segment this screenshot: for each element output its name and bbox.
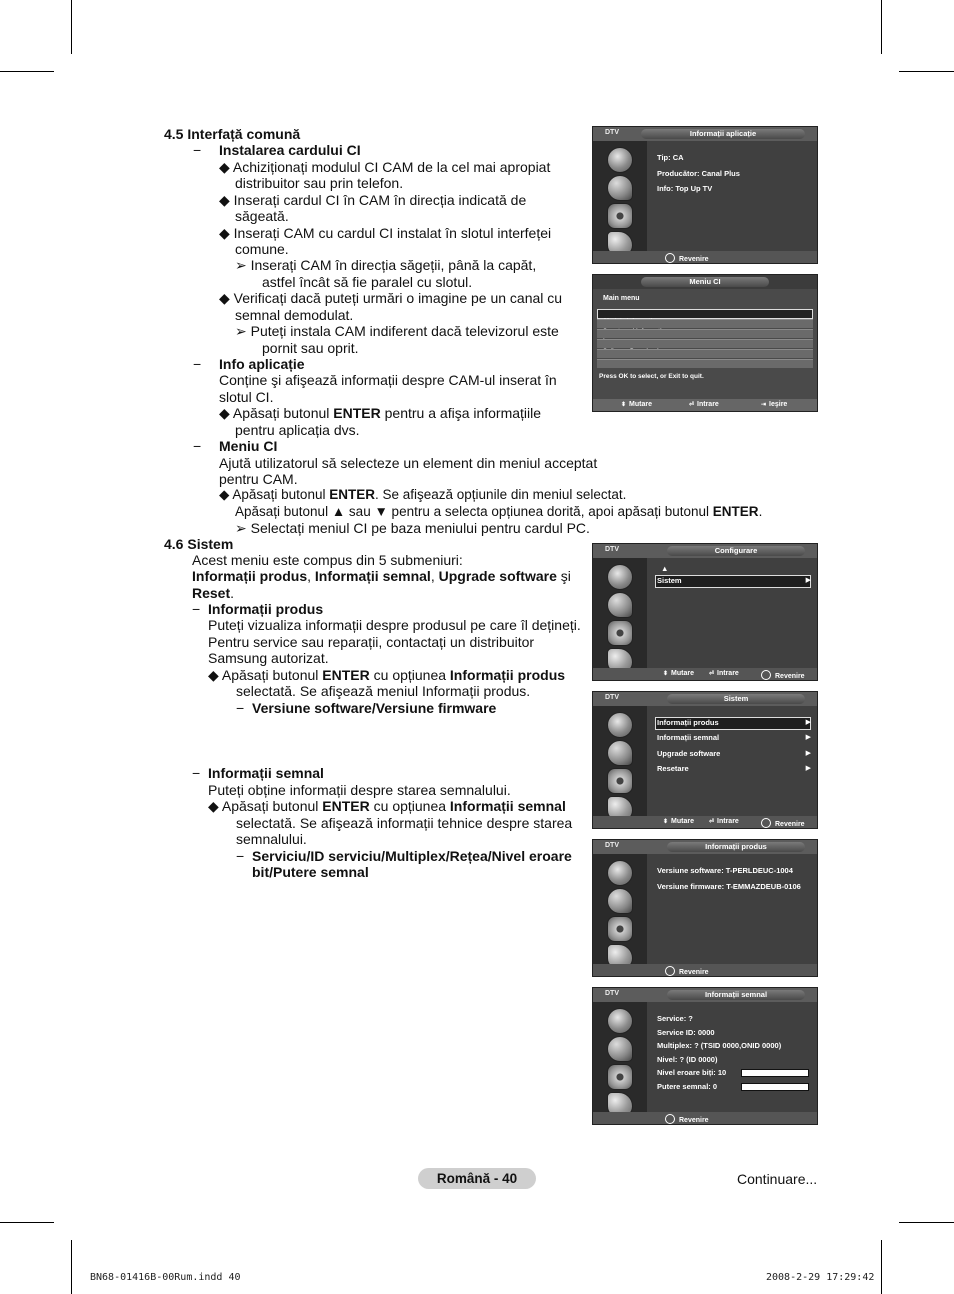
dash: − [193, 438, 202, 454]
sub-item-title: Serviciu/ID serviciu/Multiplex/Rețea/Nivel eroare [252, 848, 572, 864]
move-hint [663, 818, 694, 825]
info-line: Info: Top Up TV [657, 184, 713, 193]
return-icon [761, 670, 771, 680]
enter-label: Intrare [697, 401, 719, 408]
note-text: astfel încât să fie paralel cu slotul. [262, 274, 473, 290]
crop-mark [0, 71, 54, 72]
info-line: Versiune software: T-PERLDEUC-1004 [657, 866, 793, 875]
body-text: slotul CI. [219, 389, 274, 405]
signal-strength-bar [741, 1083, 809, 1091]
sound-icon [607, 592, 633, 618]
updown-icon: ⬍ [621, 402, 627, 408]
move-label: Mutare [671, 670, 694, 677]
submenu-name: Informații semnal [314, 568, 431, 584]
arrow-right-icon: ▶ [805, 577, 811, 584]
back-hint [665, 966, 709, 976]
crop-mark [71, 0, 72, 54]
print-file-info: BN68-01416B-00Rum.indd 40 [90, 1272, 241, 1283]
bullet-post: . Se afişează opțiunile din meniul selectat. [374, 487, 627, 502]
osd-header [593, 692, 817, 706]
menu-item-label: Sistem [657, 576, 682, 585]
picture-icon [607, 564, 633, 590]
submenu-name: Upgrade software [438, 568, 557, 584]
return-icon [665, 253, 675, 263]
bullet-text: semnal demodulat. [235, 307, 354, 323]
subsection-title: Informații semnal [208, 765, 324, 781]
dash: − [236, 848, 245, 864]
info-line: Multiplex: ? (TSID 0000,ONID 0000) [657, 1041, 782, 1050]
menu-item-label[interactable]: Upgrade software [657, 749, 721, 758]
print-date-info: 2008-2-29 17:29:42 [766, 1272, 875, 1283]
bullet-text: ◆ Verificați dacă puteți urmări o imagine pe un canal cu [219, 290, 563, 306]
osd-signal-info [592, 987, 818, 1125]
bullet-pre: ◆ Apăsați butonul [219, 405, 334, 421]
osd-title: Informații aplicație [641, 129, 805, 139]
bullet-text: pentru aplicația dvs. [235, 422, 360, 438]
info-line: Nivel: ? (ID 0000) [657, 1055, 718, 1064]
back-label: Revenire [679, 1117, 709, 1124]
separator: , [307, 568, 315, 584]
dtv-label: DTV [605, 546, 619, 553]
menu-item-label[interactable]: Informații semnal [657, 733, 720, 742]
setup-icon [607, 203, 633, 229]
osd-sidebar [593, 558, 647, 668]
crop-mark [899, 1222, 954, 1223]
info-line: Producător: Canal Plus [657, 169, 740, 178]
dtv-label: DTV [605, 694, 619, 701]
submenu-name: Informații produs [192, 568, 308, 584]
back-label: Revenire [679, 256, 709, 263]
exit-hint [761, 401, 787, 408]
arrow-right-icon: ▶ [805, 719, 811, 726]
osd-header [593, 127, 817, 141]
crop-mark [71, 1240, 72, 1294]
osd-footer [593, 668, 817, 680]
arrow-right-icon: ▶ [805, 765, 811, 772]
enter-icon: ⏎ [709, 819, 715, 825]
submenu-list [192, 585, 234, 602]
note-text: ➢ Puteți instala CAM indiferent dacă televizorul este [235, 323, 559, 339]
body-text: Puteți obține informații despre starea semnalului. [208, 782, 511, 798]
sub-item-title: bit/Putere semnal [252, 864, 369, 880]
dash: − [193, 356, 202, 372]
enter-hint [709, 818, 739, 825]
move-label: Mutare [671, 818, 694, 825]
osd-ci-menu [592, 274, 818, 412]
enter-keyword: ENTER [712, 504, 759, 519]
updown-icon: ⬍ [663, 671, 669, 677]
osd-title: Sistem [667, 694, 805, 704]
setup-icon [607, 768, 633, 794]
osd-product-info [592, 839, 818, 977]
bullet-pre: ◆ Apăsați butonul [208, 798, 323, 814]
body-text: Pentru service sau reparații, contactați un distribuitor [208, 634, 535, 650]
bullet-text: ◆ Achiziționați modulul CI CAM de la cel mai apropiat [219, 159, 551, 175]
separator: şi [556, 568, 571, 584]
sound-icon [607, 740, 633, 766]
bullet-text [208, 667, 565, 684]
menu-item-label[interactable]: Resetare [657, 764, 689, 773]
bullet-text: ◆ Inserați cardul CI în CAM în direcția indicată de [219, 192, 527, 208]
dtv-label: DTV [605, 990, 619, 997]
bullet-text [235, 504, 762, 521]
updown-icon: ⬍ [663, 819, 669, 825]
return-icon [665, 1114, 675, 1124]
enter-icon: ⏎ [709, 671, 715, 677]
dtv-label: DTV [605, 842, 619, 849]
ci-main-title: Main menu [603, 295, 640, 302]
osd-sidebar [593, 706, 647, 816]
dtv-label: DTV [605, 129, 619, 136]
osd-title: Configurare [667, 546, 805, 556]
body-text: Samsung autorizat. [208, 650, 329, 666]
body-text: Acest meniu este compus din 5 submeniuri: [192, 552, 463, 568]
subsection-title: Info aplicație [219, 356, 305, 372]
osd-sidebar [593, 854, 647, 964]
info-line: Putere semnal: 0 [657, 1082, 718, 1091]
osd-sidebar [593, 141, 647, 251]
subsection-title: Informații produs [208, 601, 324, 617]
crop-mark [899, 71, 954, 72]
info-line: Service: ? [657, 1014, 693, 1023]
note-text: ➢ Selectați meniul CI pe baza meniului pentru cardul PC. [235, 520, 590, 536]
page-number-badge: Română - 40 [418, 1168, 536, 1189]
submenu-list [192, 568, 571, 585]
bullet-pre: ◆ Apăsați butonul [219, 487, 330, 502]
back-hint [665, 1114, 709, 1124]
exit-icon: ⇥ [761, 402, 767, 408]
ci-row-empty [597, 349, 813, 358]
option-name: Informații produs [449, 667, 566, 683]
osd-title: Informații produs [667, 842, 805, 852]
return-icon [761, 818, 771, 828]
separator: , [430, 568, 439, 584]
sound-icon [607, 1036, 633, 1062]
info-line: Versiune firmware: T-EMMAZDEUB-0106 [657, 882, 801, 891]
back-hint [761, 670, 805, 680]
back-hint [761, 818, 805, 828]
bullet-text: selectată. Se afişează informații tehnice despre starea [236, 815, 573, 831]
setup-icon [607, 916, 633, 942]
osd-title: Informații semnal [667, 990, 805, 1000]
enter-keyword: ENTER [322, 667, 370, 683]
return-icon [665, 966, 675, 976]
picture-icon [607, 147, 633, 173]
crop-mark [881, 1240, 882, 1294]
osd-header [593, 840, 817, 854]
body-text: Puteți vizualiza informații despre produsul pe care îl dețineți. [208, 617, 581, 633]
exit-label: Ieşire [769, 401, 788, 408]
move-hint [663, 670, 694, 677]
ci-row-empty [597, 359, 813, 368]
continue-text: Continuare... [737, 1171, 818, 1187]
ci-row[interactable] [597, 339, 813, 348]
enter-icon: ⏎ [689, 402, 695, 408]
osd-footer [593, 1112, 817, 1124]
sub-item-title: Versiune software/Versiune firmware [252, 700, 497, 716]
bullet-text: semnalului. [236, 831, 307, 847]
bullet-text: distribuitor sau prin telefon. [235, 175, 404, 191]
dash: − [192, 601, 201, 617]
separator: . [230, 585, 235, 601]
dash: − [236, 700, 245, 716]
bullet-text [208, 798, 566, 815]
bullet-pre: Apăsați butonul ▲ sau ▼ pentru a selecta opțiunea dorită, apoi apăsați butonul [235, 504, 713, 519]
dash: − [192, 765, 201, 781]
subsection-title: Meniu CI [219, 438, 278, 454]
setup-icon [607, 1064, 633, 1090]
enter-hint [709, 670, 739, 677]
move-hint [621, 401, 652, 408]
bullet-mid: cu opțiunea [369, 667, 450, 683]
body-text: Conține şi afişează informații despre CAM-ul inserat în [219, 372, 557, 388]
picture-icon [607, 860, 633, 886]
ci-row-selected[interactable] [597, 309, 813, 319]
osd-setup [592, 543, 818, 681]
osd-footer [593, 399, 817, 411]
bullet-text: săgeată. [235, 208, 289, 224]
crop-mark [881, 0, 882, 54]
osd-header [593, 544, 817, 558]
info-line: Nivel eroare biți: 10 [657, 1068, 727, 1077]
picture-icon [607, 1008, 633, 1034]
osd-app-info [592, 126, 818, 264]
bullet-post: . [758, 504, 763, 519]
enter-label: Intrare [717, 670, 739, 677]
bullet-pre: ◆ Apăsați butonul [208, 667, 323, 683]
osd-sidebar [593, 1002, 647, 1112]
back-hint [665, 253, 709, 263]
body-text: Ajută utilizatorul să selecteze un element din meniul acceptat [219, 455, 598, 471]
enter-keyword: ENTER [322, 798, 370, 814]
menu-item-label: Informații produs [657, 718, 719, 727]
note-text: ➢ Inserați CAM în direcția săgeții, până la capăt, [235, 257, 537, 273]
dash: − [193, 142, 202, 158]
sound-icon [607, 175, 633, 201]
setup-icon [607, 620, 633, 646]
osd-footer [593, 251, 817, 263]
arrow-right-icon: ▶ [805, 750, 811, 757]
crop-mark [0, 1222, 54, 1223]
enter-hint [689, 401, 719, 408]
bullet-text: comune. [235, 241, 289, 257]
subsection-title: Instalarea cardului CI [219, 142, 361, 158]
body-text: pentru CAM. [219, 471, 298, 487]
info-line: Service ID: 0000 [657, 1028, 715, 1037]
bullet-text [219, 405, 541, 422]
section-heading: 4.5 Interfață comună [164, 126, 301, 142]
back-label: Revenire [679, 969, 709, 976]
scroll-up-indicator: ▲ [661, 564, 669, 573]
option-name: Informații semnal [449, 798, 566, 814]
enter-label: Intrare [717, 818, 739, 825]
osd-title: Meniu CI [641, 277, 769, 287]
picture-icon [607, 712, 633, 738]
back-label: Revenire [775, 821, 805, 828]
sound-icon [607, 888, 633, 914]
arrow-right-icon: ▶ [805, 734, 811, 741]
error-level-bar [741, 1069, 809, 1077]
note-text: pornit sau oprit. [262, 340, 359, 356]
osd-header [593, 275, 817, 289]
bullet-text: selectată. Se afişează meniul Informații produs. [236, 683, 531, 699]
bullet-mid: cu opțiunea [369, 798, 450, 814]
ci-row[interactable] [597, 329, 813, 338]
osd-header [593, 988, 817, 1002]
bullet-post: pentru a afişa informațiile [380, 405, 542, 421]
osd-system [592, 691, 818, 829]
back-label: Revenire [775, 673, 805, 680]
section-heading: 4.6 Sistem [164, 536, 234, 552]
bullet-text [219, 487, 626, 504]
move-label: Mutare [629, 401, 652, 408]
submenu-name: Reset [192, 585, 231, 601]
osd-footer [593, 964, 817, 976]
enter-keyword: ENTER [329, 487, 375, 502]
enter-keyword: ENTER [333, 405, 381, 421]
info-line: Tip: CA [657, 153, 684, 162]
ci-row[interactable] [597, 319, 813, 328]
bullet-text: ◆ Inserați CAM cu cardul CI instalat în slotul interfeței [219, 225, 552, 241]
ci-hint: Press OK to select, or Exit to quit. [599, 373, 704, 380]
osd-footer [593, 816, 817, 828]
